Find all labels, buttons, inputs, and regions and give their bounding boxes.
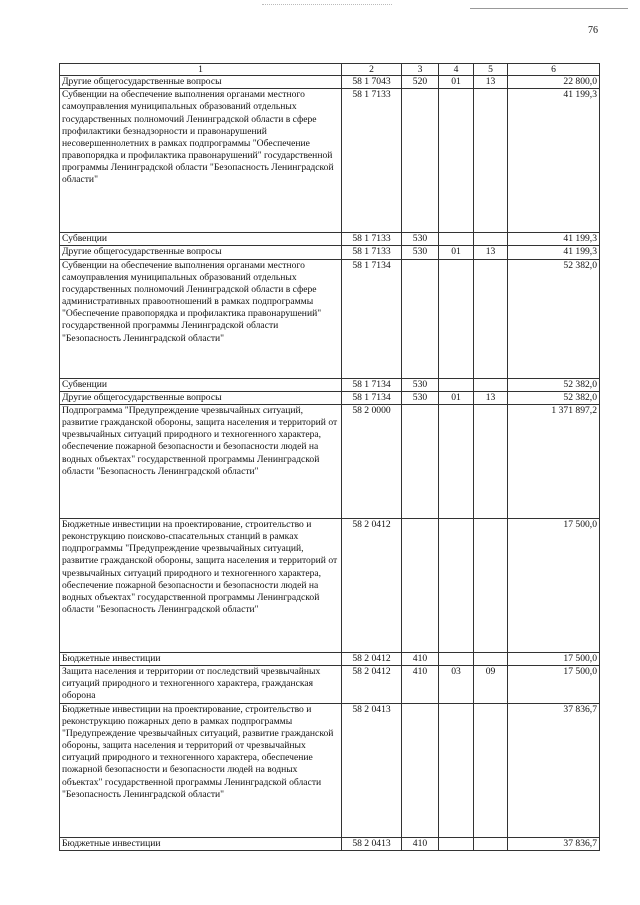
header-cell: 6 xyxy=(508,64,600,76)
row-code-cell: 58 2 0000 xyxy=(342,404,402,518)
row-name-cell: Другие общегосударственные вопросы xyxy=(60,246,342,259)
row-vr-cell: 410 xyxy=(402,837,439,850)
row-pr-cell xyxy=(474,404,508,518)
row-vr-cell xyxy=(402,703,439,837)
row-code-cell: 58 2 0412 xyxy=(342,652,402,665)
row-code-cell: 58 2 0412 xyxy=(342,666,402,704)
row-rz-cell: 03 xyxy=(439,666,474,704)
row-sum-cell: 17 500,0 xyxy=(508,518,600,652)
row-rz-cell xyxy=(439,518,474,652)
row-vr-cell: 410 xyxy=(402,666,439,704)
table-row xyxy=(60,391,600,404)
row-name-cell: Другие общегосударственные вопросы xyxy=(60,391,342,404)
row-rz-cell xyxy=(439,378,474,391)
table-row xyxy=(60,76,600,89)
header-cell: 1 xyxy=(60,64,342,76)
row-name-cell: Защита населения и территории от последствий чрезвычайных ситуаций природного и техногенного характера, гражданская оборона xyxy=(60,666,342,704)
row-name-cell: Субвенции на обеспечение выполнения органами местного самоуправления муниципальных образований отдельных государственных полномочий Ленинградской области в сфере профилактики безнадзорности и правонарушений несовершеннолетних в рамках подпрограммы "Обеспечение правопорядка и профилактика правонарушений" государственной программы Ленинградской области "Безопасность Ленинградской области" xyxy=(60,89,342,233)
table-row xyxy=(60,666,600,704)
row-vr-cell xyxy=(402,518,439,652)
row-pr-cell: 13 xyxy=(474,246,508,259)
row-name-cell: Бюджетные инвестиции xyxy=(60,837,342,850)
row-name-cell: Бюджетные инвестиции на проектирование, строительство и реконструкцию поисково-спасательных станций в рамках подпрограммы "Предупреждение чрезвычайных ситуаций, развитие гражданской обороны, защита населения и территорий от чрезвычайных ситуаций природного и техногенного характера, обеспечение пожарной безопасности и безопасности людей на водных объектах" государственной программы Ленинградской области "Безопасность Ленинградской области" xyxy=(60,518,342,652)
header-cell: 3 xyxy=(402,64,439,76)
row-name-cell: Субвенции xyxy=(60,378,342,391)
header-cell: 4 xyxy=(439,64,474,76)
row-rz-cell xyxy=(439,233,474,246)
row-code-cell: 58 1 7133 xyxy=(342,89,402,233)
row-vr-cell: 530 xyxy=(402,378,439,391)
row-vr-cell xyxy=(402,259,439,378)
row-code-cell: 58 2 0413 xyxy=(342,703,402,837)
budget-table xyxy=(59,63,600,851)
row-pr-cell xyxy=(474,233,508,246)
row-sum-cell: 41 199,3 xyxy=(508,246,600,259)
row-name-cell: Субвенции xyxy=(60,233,342,246)
row-name-cell: Другие общегосударственные вопросы xyxy=(60,76,342,89)
table-header-row xyxy=(60,64,600,76)
row-name-cell: Бюджетные инвестиции на проектирование, строительство и реконструкцию пожарных депо в рамках подпрограммы "Предупреждение чрезвычайных ситуаций, развитие гражданской обороны, защита населения и территорий от чрезвычайных ситуаций природного и техногенного характера, обеспечение пожарной безопасности и безопасности людей на водных объектах" государственной программы Ленинградской области "Безопасность Ленинградской области" xyxy=(60,703,342,837)
row-sum-cell: 37 836,7 xyxy=(508,837,600,850)
row-pr-cell: 09 xyxy=(474,666,508,704)
row-name-cell: Субвенции на обеспечение выполнения органами местного самоуправления муниципальных образований отдельных государственных полномочий Ленинградской области в сфере административных правоотношений в рамках подпрограммы "Обеспечение правопорядка и профилактика правонарушений" государственной программы Ленинградской области "Безопасность Ленинградской области" xyxy=(60,259,342,378)
table-row xyxy=(60,259,600,378)
row-sum-cell: 52 382,0 xyxy=(508,378,600,391)
row-code-cell: 58 1 7134 xyxy=(342,391,402,404)
row-code-cell: 58 1 7134 xyxy=(342,378,402,391)
row-code-cell: 58 2 0413 xyxy=(342,837,402,850)
header-rule xyxy=(470,8,628,9)
row-sum-cell: 1 371 897,2 xyxy=(508,404,600,518)
row-code-cell: 58 1 7134 xyxy=(342,259,402,378)
row-vr-cell: 530 xyxy=(402,246,439,259)
row-pr-cell xyxy=(474,378,508,391)
row-sum-cell: 41 199,3 xyxy=(508,89,600,233)
row-sum-cell: 17 500,0 xyxy=(508,666,600,704)
row-pr-cell xyxy=(474,652,508,665)
row-rz-cell xyxy=(439,703,474,837)
row-sum-cell: 37 836,7 xyxy=(508,703,600,837)
row-rz-cell: 01 xyxy=(439,391,474,404)
row-sum-cell: 52 382,0 xyxy=(508,391,600,404)
row-rz-cell: 01 xyxy=(439,246,474,259)
table-row xyxy=(60,378,600,391)
row-vr-cell: 530 xyxy=(402,391,439,404)
header-cell: 2 xyxy=(342,64,402,76)
row-rz-cell xyxy=(439,652,474,665)
table-row xyxy=(60,837,600,850)
row-pr-cell xyxy=(474,703,508,837)
table-row xyxy=(60,703,600,837)
row-rz-cell xyxy=(439,837,474,850)
row-sum-cell: 17 500,0 xyxy=(508,652,600,665)
row-code-cell: 58 1 7133 xyxy=(342,246,402,259)
table-row xyxy=(60,652,600,665)
table-row xyxy=(60,233,600,246)
row-pr-cell: 13 xyxy=(474,391,508,404)
row-vr-cell xyxy=(402,89,439,233)
row-rz-cell xyxy=(439,89,474,233)
row-vr-cell xyxy=(402,404,439,518)
row-sum-cell: 22 800,0 xyxy=(508,76,600,89)
header-cell: 5 xyxy=(474,64,508,76)
row-name-cell: Бюджетные инвестиции xyxy=(60,652,342,665)
row-code-cell: 58 2 0412 xyxy=(342,518,402,652)
row-pr-cell xyxy=(474,837,508,850)
row-vr-cell: 520 xyxy=(402,76,439,89)
row-code-cell: 58 1 7043 xyxy=(342,76,402,89)
row-rz-cell: 01 xyxy=(439,76,474,89)
row-vr-cell: 530 xyxy=(402,233,439,246)
row-sum-cell: 41 199,3 xyxy=(508,233,600,246)
row-pr-cell xyxy=(474,518,508,652)
table-row xyxy=(60,404,600,518)
row-pr-cell: 13 xyxy=(474,76,508,89)
row-rz-cell xyxy=(439,404,474,518)
page-number: 76 xyxy=(588,25,598,36)
row-pr-cell xyxy=(474,259,508,378)
row-name-cell: Подпрограмма "Предупреждение чрезвычайных ситуаций, развитие гражданской обороны, защита населения и территорий от чрезвычайных ситуаций природного и техногенного характера, обеспечение пожарной безопасности и безопасности людей на водных объектах" государственной программы Ленинградской области "Безопасность Ленинградской области" xyxy=(60,404,342,518)
table-row xyxy=(60,518,600,652)
scan-artifact xyxy=(262,4,392,9)
row-pr-cell xyxy=(474,89,508,233)
table-row xyxy=(60,246,600,259)
row-rz-cell xyxy=(439,259,474,378)
row-vr-cell: 410 xyxy=(402,652,439,665)
row-code-cell: 58 1 7133 xyxy=(342,233,402,246)
table-row xyxy=(60,89,600,233)
row-sum-cell: 52 382,0 xyxy=(508,259,600,378)
